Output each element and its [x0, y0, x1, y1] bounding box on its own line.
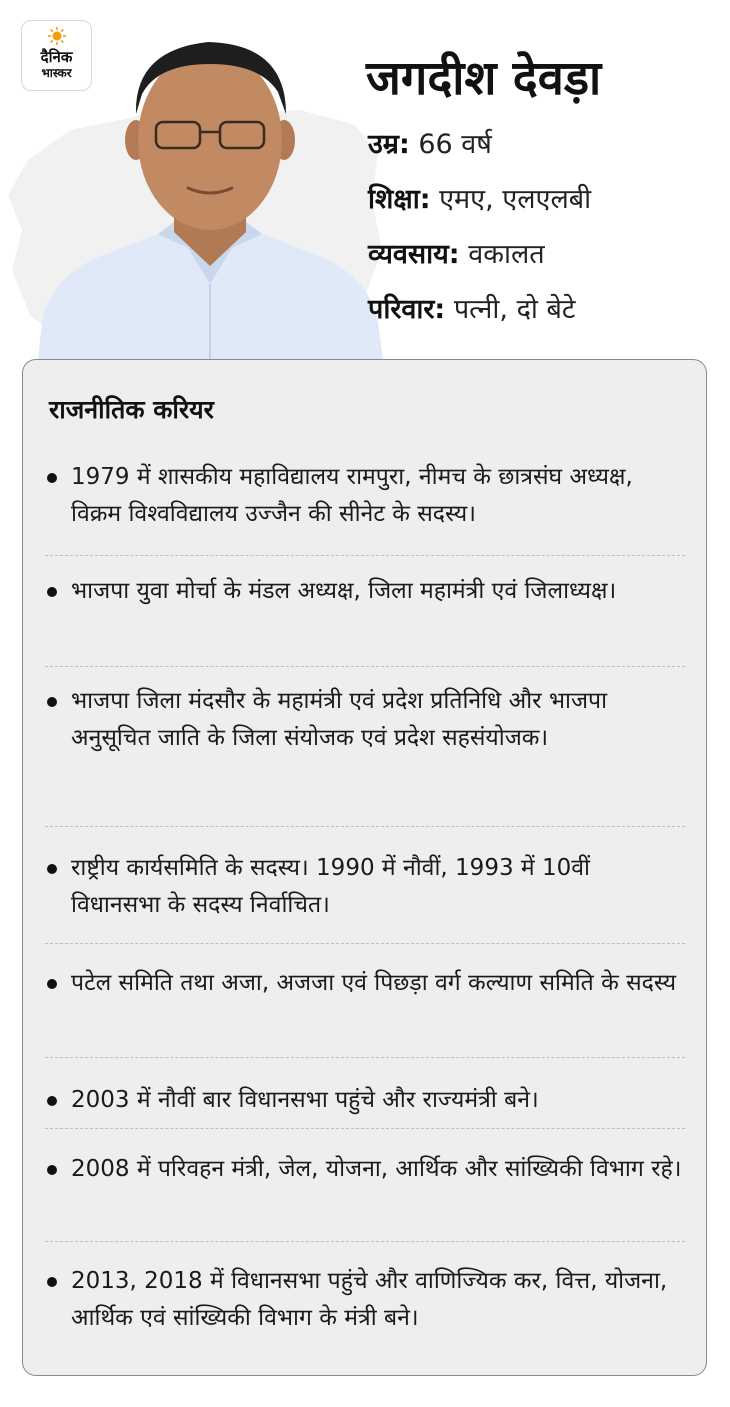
fact-age: [368, 128, 492, 162]
career-item-text: 2008 में परिवहन मंत्री, जेल, योजना, आर्थिक और सांख्यिकी विभाग रहे।: [71, 1156, 682, 1182]
career-item: [45, 683, 685, 757]
fact-family-value: पत्नी, दो बेटे: [453, 294, 576, 325]
career-item-text: पटेल समिति तथा अजा, अजजा एवं पिछड़ा वर्ग कल्याण समिति के सदस्य: [71, 970, 677, 996]
fact-age-label: उम्र:: [368, 129, 410, 160]
career-item-text: 2013, 2018 में विधानसभा पहुंचे और वाणिज्यिक कर, वित्त, योजना, आर्थिक एवं सांख्यिकी विभाग के मंत्री बने।: [71, 1268, 668, 1331]
bullet-dot-icon: [47, 587, 57, 597]
fact-education-label: शिक्षा:: [368, 184, 431, 215]
fact-profession: [368, 238, 545, 272]
career-title: राजनीतिक करियर: [49, 395, 214, 424]
career-item-text: 2003 में नौवीं बार विधानसभा पहुंचे और राज्यमंत्री बने।: [71, 1087, 539, 1113]
career-item-text: भाजपा युवा मोर्चा के मंडल अध्यक्ष, जिला महामंत्री एवं जिलाध्यक्ष।: [71, 578, 617, 604]
career-item: [45, 1082, 685, 1119]
bullet-dot-icon: [47, 1165, 57, 1175]
logo-line1: दैनिक: [40, 48, 73, 66]
person-name: जगदीश देवड़ा: [366, 51, 602, 106]
career-item: [45, 1263, 685, 1337]
bullet-dot-icon: [47, 1277, 57, 1287]
fact-family: [368, 293, 576, 327]
bullet-dot-icon: [47, 979, 57, 989]
fact-education: [368, 183, 591, 217]
item-divider: [45, 943, 685, 944]
bullet-dot-icon: [47, 473, 57, 483]
fact-profession-label: व्यवसाय:: [368, 239, 460, 270]
item-divider: [45, 1057, 685, 1058]
career-item: [45, 965, 685, 1002]
career-item-text: भाजपा जिला मंदसौर के महामंत्री एवं प्रदेश प्रतिनिधि और भाजपा अनुसूचित जाति के जिला संयोजक एवं प्रदेश सहसंयोजक।: [71, 688, 608, 751]
item-divider: [45, 826, 685, 827]
logo-line2: भास्कर: [41, 66, 72, 80]
fact-profession-value: वकालत: [468, 239, 545, 270]
bullet-dot-icon: [47, 864, 57, 874]
item-divider: [45, 555, 685, 556]
career-item-text: राष्ट्रीय कार्यसमिति के सदस्य। 1990 में नौवीं, 1993 में 10वीं विधानसभा के सदस्य निर्वाचित।: [71, 855, 590, 918]
fact-education-value: एमए, एलएलबी: [439, 184, 592, 215]
political-career-card: [22, 359, 707, 1376]
career-item: [45, 850, 685, 924]
bullet-dot-icon: [47, 697, 57, 707]
career-item: [45, 573, 685, 610]
career-item: [45, 1151, 685, 1188]
item-divider: [45, 1128, 685, 1129]
fact-age-value: 66 वर्ष: [418, 129, 492, 160]
bullet-dot-icon: [47, 1096, 57, 1106]
portrait-photo: [38, 22, 383, 360]
career-item: [45, 459, 685, 533]
item-divider: [45, 1241, 685, 1242]
fact-family-label: परिवार:: [368, 294, 446, 325]
career-item-text: 1979 में शासकीय महाविद्यालय रामपुरा, नीमच के छात्रसंघ अध्यक्ष, विक्रम विश्वविद्यालय उज्जैन की सीनेट के सदस्य।: [71, 464, 633, 527]
item-divider: [45, 666, 685, 667]
